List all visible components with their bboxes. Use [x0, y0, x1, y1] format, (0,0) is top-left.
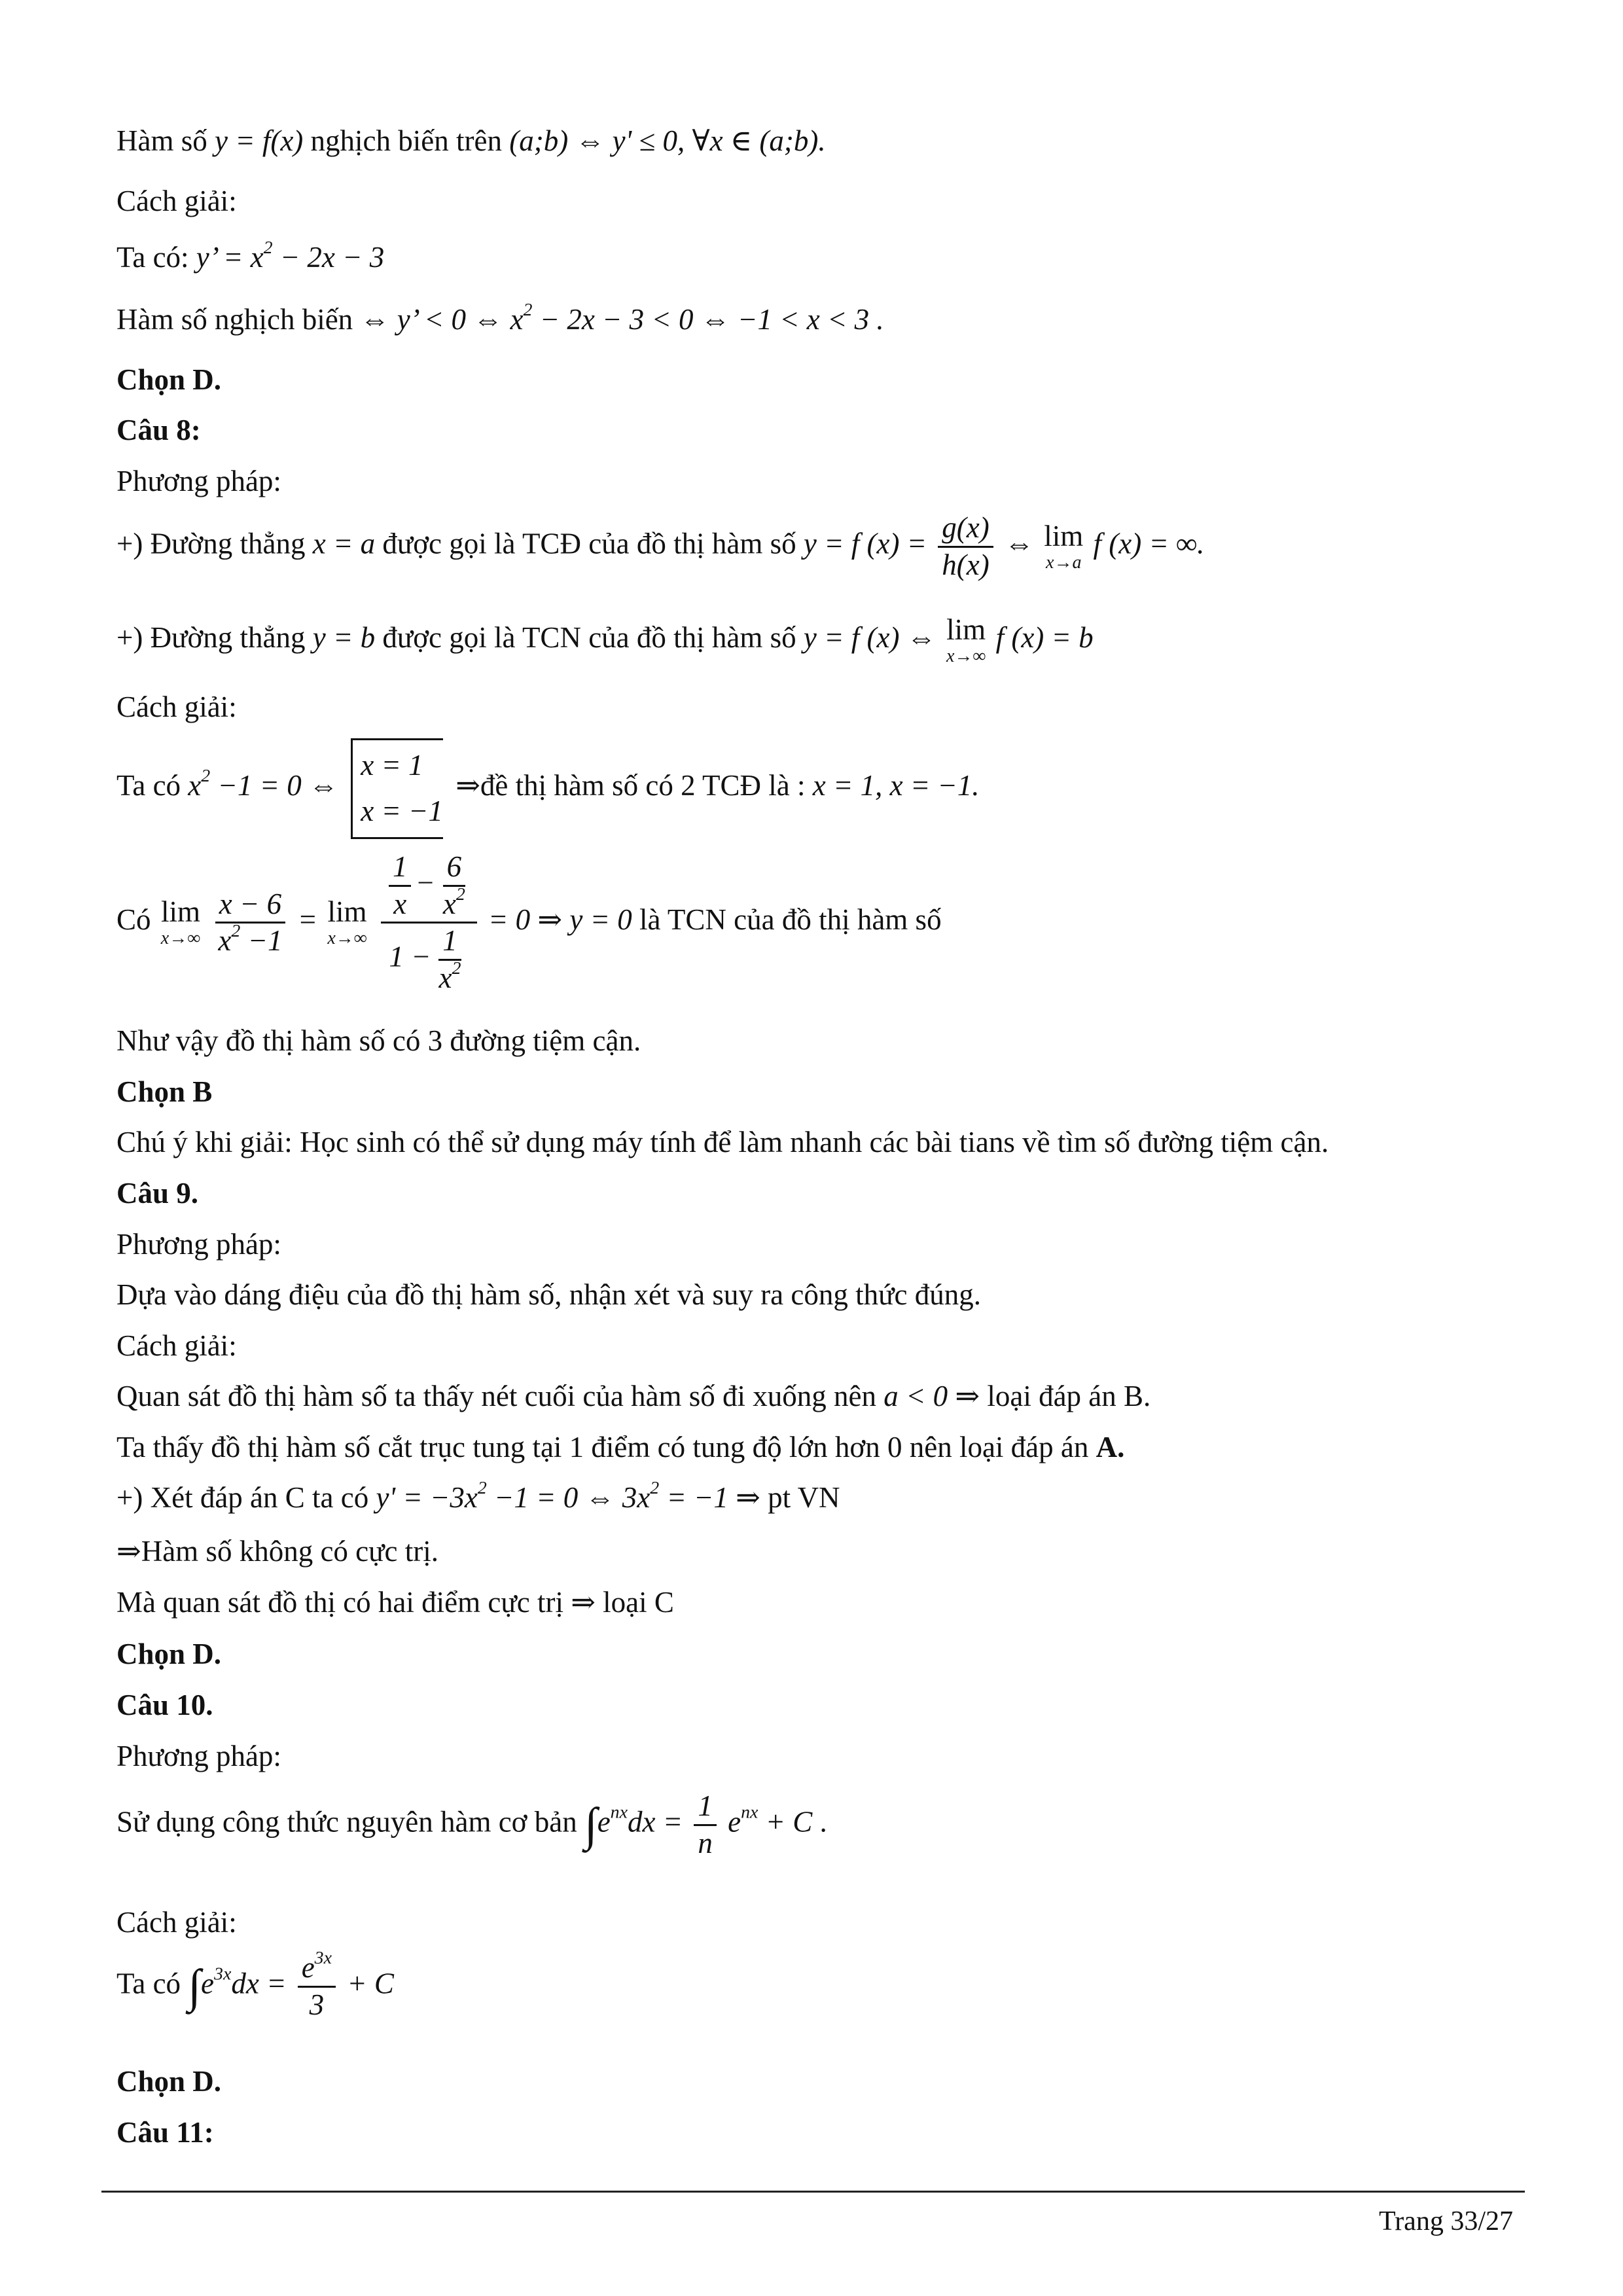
- heading-cach-giai: Cách giải:: [116, 1329, 237, 1362]
- line-derivative: [116, 238, 385, 275]
- line-method: Dựa vào dáng điệu của đồ thị hàm số, nhận xét và suy ra công thức đúng.: [116, 1278, 981, 1311]
- heading-phuong-phap: Phương pháp:: [116, 1228, 281, 1261]
- denominator: 1 − $\frac{1}{x^2}$: [385, 924, 473, 994]
- integral-sign: ∫: [188, 1960, 202, 2013]
- lim-word: lim: [327, 895, 367, 928]
- line-vertical-asymptote-def: +) Đường thẳng x = a được gọi là TCĐ của đồ thị hàm số y = f (x) = $\frac{g(x)}{h(x)}$ ⇔ lim x→a f (x) = ∞.: [116, 511, 1205, 581]
- math: e: [201, 1967, 215, 2000]
- answer-label: Chọn D.: [116, 363, 222, 396]
- text: nghịch biến trên: [303, 124, 510, 157]
- numerator: x − 6: [215, 888, 285, 924]
- compound-fraction: [381, 851, 477, 994]
- lim-sub: x→∞: [160, 928, 201, 948]
- fraction: [938, 512, 993, 581]
- limit: [946, 615, 986, 666]
- text: +) Xét đáp án C ta có: [116, 1481, 376, 1514]
- text: là TCN của đồ thị hàm số: [632, 903, 942, 936]
- math: f (x) = ∞.: [1093, 527, 1205, 560]
- numerator: g(x): [938, 512, 993, 548]
- math: − 2x − 3: [272, 241, 385, 274]
- text: +) Đường thẳng: [116, 620, 313, 654]
- text: Hàm số: [116, 124, 215, 157]
- text: ⇒ loại đáp án B.: [948, 1380, 1151, 1412]
- lim-sub: x→∞: [327, 928, 367, 948]
- line-option-c: [116, 1478, 840, 1515]
- superscript: nx: [610, 1802, 628, 1823]
- math: x = a: [312, 527, 376, 560]
- math: y = f (x) =: [803, 527, 927, 560]
- numerator: 1: [694, 1790, 717, 1826]
- math: y = b: [312, 620, 376, 654]
- denominator: 3: [309, 1988, 325, 2021]
- line-derivative-condition: [116, 124, 826, 158]
- question-heading-11: Câu 11:: [116, 2116, 214, 2149]
- superscript: 2: [263, 238, 273, 259]
- text: Sử dụng công thức nguyên hàm cơ bản: [116, 1805, 584, 1839]
- footer-divider: [101, 2191, 1525, 2193]
- page-number: Trang 33/27: [1379, 2206, 1513, 2236]
- line-decreasing: [116, 300, 884, 337]
- heading-phuong-phap: Phương pháp:: [116, 1740, 281, 1772]
- math: y’ < 0 ⇔ x: [397, 303, 524, 336]
- answer-label: Chọn B: [116, 1075, 213, 1108]
- math: e: [728, 1805, 741, 1839]
- math: + C: [347, 1967, 394, 2000]
- fraction: [298, 1948, 336, 2021]
- math: −1 = 0 ⇔ 3x: [486, 1481, 651, 1514]
- superscript: 2: [477, 1478, 487, 1499]
- math: y' = −3x: [376, 1481, 478, 1514]
- line-integral-result: [116, 1948, 394, 2021]
- answer-label: Chọn D.: [116, 1638, 222, 1670]
- line-observation-1: [116, 1380, 1150, 1414]
- text: được gọi là TCĐ của đồ thị hàm số: [375, 527, 804, 560]
- math: y = f (x) ⇔: [803, 620, 936, 654]
- heading-cach-giai: Cách giải:: [116, 1906, 237, 1939]
- math: x = 1, x = −1.: [812, 769, 980, 802]
- math: + C: [758, 1805, 813, 1839]
- lim-sub: x→∞: [946, 646, 986, 666]
- limit: [161, 897, 200, 948]
- math: −1 = 0 ⇔: [210, 769, 338, 802]
- line-limit-computation: [116, 851, 942, 994]
- fraction: $\frac{1}{x^2}$: [438, 924, 461, 994]
- denominator: $x^2 -1$: [218, 921, 283, 957]
- heading-cach-giai: Cách giải:: [116, 691, 237, 723]
- text: ⇒đề thị hàm số có 2 TCĐ là :: [455, 769, 813, 802]
- fraction: $\frac{1}{x}$: [389, 851, 412, 920]
- superscript: 2: [523, 300, 533, 321]
- answer-label: Chọn D.: [116, 2065, 222, 2098]
- fraction: [694, 1790, 717, 1859]
- heading-phuong-phap: Phương pháp:: [116, 465, 281, 497]
- numerator: $e^{3x}$: [298, 1952, 336, 1988]
- superscript: 3x: [214, 1964, 232, 1984]
- line-observation-2: [116, 1431, 1124, 1465]
- limit: [327, 897, 366, 948]
- superscript: 2: [201, 766, 211, 787]
- line-conclusion: Như vậy đồ thị hàm số có 3 đường tiệm cận.: [116, 1024, 641, 1057]
- line-no-extrema: ⇒Hàm số không có cực trị.: [116, 1535, 438, 1568]
- lim-word: lim: [946, 613, 986, 646]
- case: x = 1: [361, 749, 423, 781]
- math: f (x) = b: [995, 620, 1094, 654]
- lim-sub: x→a: [1046, 552, 1082, 573]
- text: Hàm số nghịch biến ⇔: [116, 303, 397, 336]
- math: y = f(x): [215, 124, 304, 157]
- text: Ta có:: [116, 241, 196, 274]
- line-horizontal-asymptote-def: [116, 615, 1094, 666]
- case-bracket: [351, 738, 443, 839]
- integral-sign: ∫: [584, 1798, 597, 1851]
- text: +) Đường thẳng: [116, 527, 313, 560]
- math: e: [597, 1805, 611, 1839]
- question-heading-9: Câu 9.: [116, 1177, 199, 1210]
- math: − 2x − 3 < 0 ⇔ −1 < x < 3 .: [532, 303, 884, 336]
- superscript: 2: [650, 1478, 660, 1499]
- denominator: n: [698, 1826, 713, 1859]
- text: Ta có: [116, 1967, 188, 2000]
- text: pt VN: [760, 1481, 840, 1514]
- math: y’ = x: [196, 241, 264, 274]
- math: =: [297, 903, 318, 936]
- fraction: $\frac{6}{x^2}$: [442, 850, 465, 920]
- lim-word: lim: [1044, 519, 1084, 552]
- lim-word: lim: [160, 895, 200, 928]
- line-vertical-asymptotes: [116, 738, 980, 839]
- bold-text: A.: [1096, 1431, 1125, 1463]
- numerator: $\frac{1}{x}$ − $\frac{6}{x^2}$: [381, 851, 477, 924]
- text: Ta có: [116, 769, 188, 802]
- math: dx =: [231, 1967, 287, 2000]
- case: x = −1: [361, 794, 443, 827]
- line-note: Chú ý khi giải: Học sinh có thể sử dụng máy tính để làm nhanh các bài tians về tìm số đường tiệm cận.: [116, 1126, 1329, 1158]
- text: Ta thấy đồ thị hàm số cắt trục tung tại 1 điểm có tung độ lớn hơn 0 nên loại đáp án: [116, 1431, 1096, 1463]
- line-eliminate-c: Mà quan sát đồ thị có hai điểm cực trị ⇒ loại C: [116, 1586, 674, 1619]
- math: = 0 ⇒ y = 0: [488, 903, 632, 936]
- math: x: [188, 769, 202, 802]
- text: Quan sát đồ thị hàm số ta thấy nét cuối của hàm số đi xuống nên: [116, 1380, 884, 1412]
- heading-cach-giai: Cách giải:: [116, 185, 237, 217]
- math: a < 0: [883, 1380, 948, 1412]
- text: .: [812, 1805, 827, 1839]
- math: = −1 ⇒: [659, 1481, 760, 1514]
- line-integral-formula: [116, 1790, 827, 1859]
- superscript: nx: [741, 1802, 758, 1823]
- math: dx =: [628, 1805, 683, 1839]
- question-heading-10: Câu 10.: [116, 1689, 213, 1721]
- denominator: h(x): [942, 548, 990, 581]
- text: Có: [116, 903, 158, 936]
- fraction: [214, 888, 286, 958]
- question-heading-8: Câu 8:: [116, 414, 201, 446]
- math: (a;b) ⇔ y' ≤ 0, ∀x ∈ (a;b).: [509, 124, 826, 157]
- limit: [1044, 519, 1084, 573]
- text: được gọi là TCN của đồ thị hàm số: [375, 620, 804, 654]
